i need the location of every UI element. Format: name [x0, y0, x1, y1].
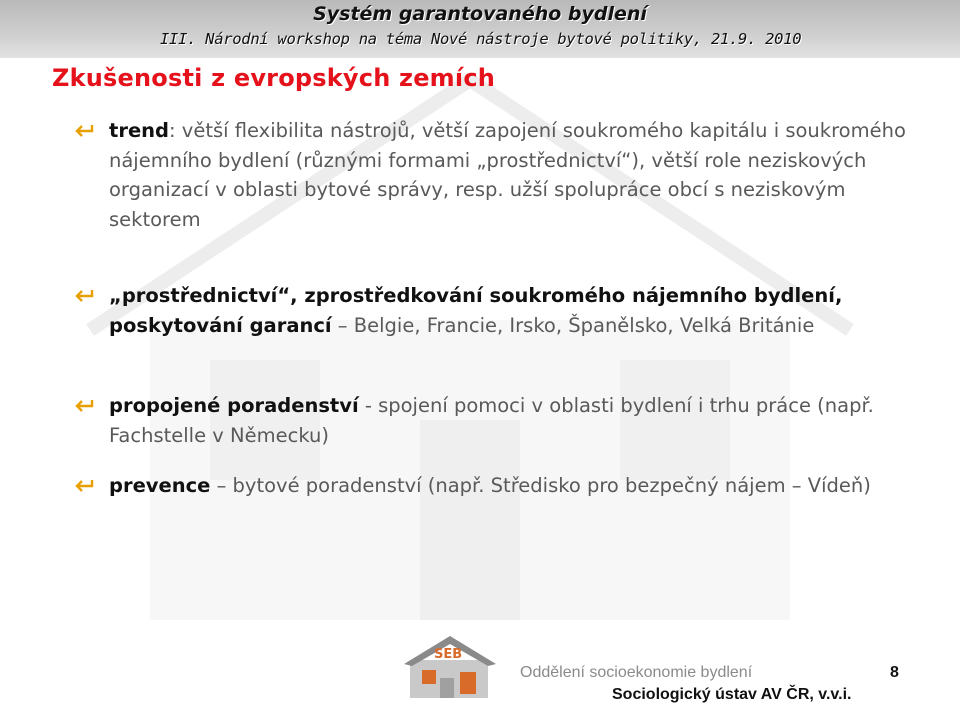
- page-number: 8: [890, 664, 899, 681]
- bullet-item-prostrednictvi: [74, 281, 929, 340]
- footer-department: Oddělení socioekonomie bydlení: [520, 664, 753, 681]
- bullet-item-poradenstvi: [74, 391, 929, 450]
- seb-logo: [404, 632, 496, 698]
- return-arrow-icon: [74, 397, 96, 415]
- slide-title: Zkušenosti z evropských zemích: [52, 64, 496, 92]
- header-title: Systém garantovaného bydlení: [313, 3, 647, 25]
- bullet-text: - spojení pomoci v oblasti bydlení i trhu práce (např. Fachstelle v Německu): [109, 394, 874, 447]
- bullet-text: – bytové poradenství (např. Středisko pro bezpečný nájem – Vídeň): [210, 474, 871, 497]
- bullet-term: „prostřednictví“, zprostředkování soukromého nájemního bydlení, poskytování garancí: [109, 284, 843, 337]
- bullet-text: : větší flexibilita nástrojů, větší zapojení soukromého kapitálu i soukromého nájemního bydlení (různými formami „prostřednictví“), větší role neziskových organizací v oblasti bytové správy, resp. užší spolupráce obcí s neziskovým sektorem: [109, 119, 906, 231]
- return-arrow-icon: [74, 122, 96, 140]
- footer-institute: Sociologický ústav AV ČR, v.v.i.: [612, 686, 852, 703]
- bullet-term: propojené poradenství: [109, 394, 359, 417]
- bullet-term: prevence: [109, 474, 211, 497]
- return-arrow-icon: [74, 287, 96, 305]
- header-subtitle: III. Národní workshop na téma Nové nástroje bytové politiky, 21.9. 2010: [160, 30, 802, 48]
- bullet-item-trend: [74, 116, 929, 234]
- return-arrow-icon: [74, 477, 96, 495]
- bullet-term: trend: [109, 119, 170, 142]
- logo-text: SEB: [434, 647, 463, 662]
- bullet-text: – Belgie, Francie, Irsko, Španělsko, Velká Británie: [331, 313, 815, 337]
- bullet-item-prevence: [74, 471, 929, 501]
